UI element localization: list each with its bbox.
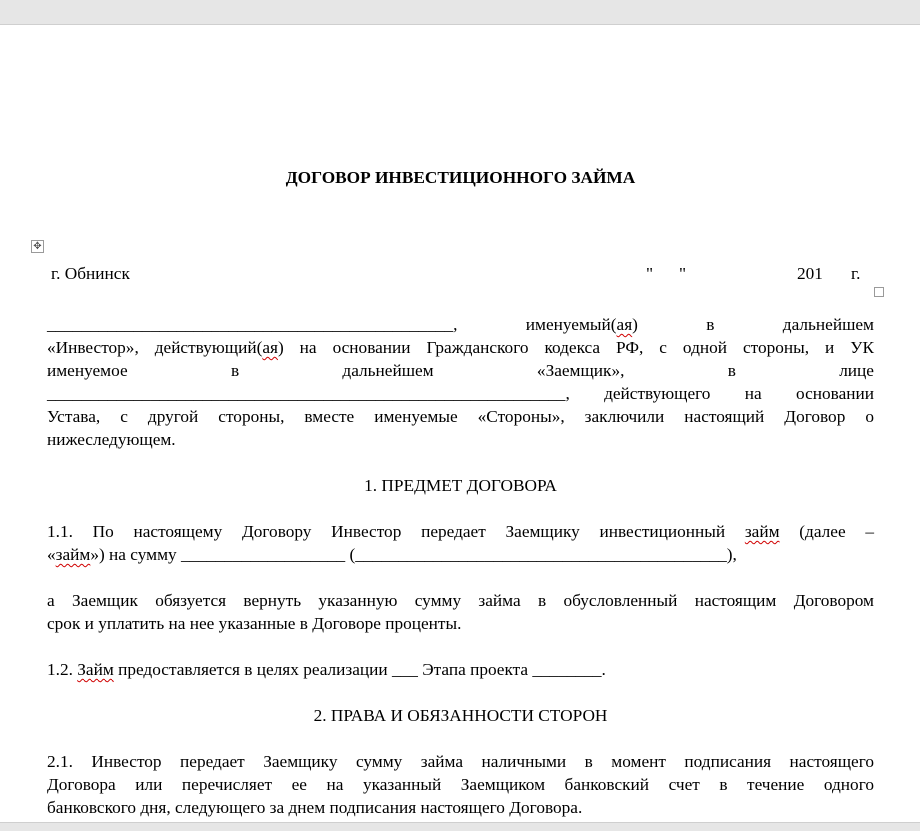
- text-run: 1.2.: [47, 660, 78, 679]
- city-label: г. Обнинск: [51, 264, 130, 283]
- clause-2-1-line-3: банковского дня, следующего за днем подписания настоящего Договора.: [47, 798, 583, 817]
- document-title: ДОГОВОР ИНВЕСТИЦИОННОГО ЗАЙМА: [285, 168, 636, 187]
- table-move-handle-icon[interactable]: ✥: [31, 240, 44, 253]
- preamble-line-6: нижеследующем.: [47, 430, 176, 449]
- text-run: именуемый(: [525, 315, 617, 334]
- editor-top-bar: [0, 0, 920, 25]
- table-resize-handle-icon[interactable]: [874, 287, 884, 297]
- date-quotes: " ": [646, 264, 687, 283]
- preamble-line-3: [47, 359, 874, 382]
- date-year: 201: [797, 264, 823, 283]
- section-1-heading: 1. ПРЕДМЕТ ДОГОВОРА: [364, 476, 557, 495]
- clause-2-1-line-1: 2.1. Инвестор передает Заемщику сумму займа наличными в момент подписания настоящего: [47, 752, 874, 771]
- section-2-heading: 2. ПРАВА И ОБЯЗАННОСТИ СТОРОН: [313, 706, 608, 725]
- text-run: в: [727, 361, 736, 380]
- investor-name-blank[interactable]: _______________________________________________,: [47, 315, 458, 334]
- text-run: именуемое: [47, 361, 128, 380]
- preamble-line-2: [47, 336, 874, 359]
- text-run: дальнейшем: [782, 315, 874, 334]
- spellcheck-flagged-word: займ: [744, 522, 780, 541]
- preamble-line-1: [47, 313, 874, 336]
- text-run: [526, 315, 638, 334]
- text-run: ») на сумму ___________________ (___________________________________________),: [90, 545, 737, 564]
- text-run: в: [230, 361, 240, 380]
- clause-1-1-cont-line-1: а Заемщик обязуется вернуть указанную сумму займа в обусловленный настоящим Договором: [47, 591, 874, 610]
- clause-1-1-line-2: [47, 543, 874, 566]
- text-run: лице: [839, 361, 874, 380]
- text-run: дальнейшем: [342, 361, 434, 380]
- document-page[interactable]: [0, 25, 920, 822]
- preamble-line-5: [47, 405, 874, 428]
- text-run: ) на основании Гражданского кодекса РФ, с одной стороны, и УК: [277, 338, 874, 357]
- preamble-line-4: [47, 382, 874, 405]
- clause-1-1-line-1: [47, 520, 874, 543]
- text-run: Устава, с другой стороны, вместе именуемые «Стороны», заключили настоящий Договор о: [47, 407, 874, 426]
- text-run: (далее –: [779, 522, 874, 541]
- text-run: «Инвестор», действующий(: [47, 338, 263, 357]
- text-run: «Заемщик»,: [536, 361, 625, 380]
- spellcheck-flagged-word: ая: [616, 315, 633, 334]
- clause-1-2: [47, 658, 874, 681]
- text-run: предоставляется в целях реализации ___ Этапа проекта ________.: [113, 660, 606, 679]
- spellcheck-flagged-word: Займ: [77, 660, 114, 679]
- spellcheck-flagged-word: займ: [55, 545, 91, 564]
- spellcheck-flagged-word: ая: [262, 338, 278, 357]
- text-run: в: [706, 315, 715, 334]
- text-run: 1.1. По настоящему Договору Инвестор передает Заемщику инвестиционный: [47, 522, 745, 541]
- text-run: ): [632, 315, 638, 334]
- clause-1-1-cont-line-2: срок и уплатить на нее указанные в Договоре проценты.: [47, 614, 462, 633]
- date-year-suffix: г.: [851, 264, 861, 283]
- clause-2-1-line-2: Договора или перечисляет ее на указанный Заемщиком банковский счет в течение одного: [47, 775, 874, 794]
- text-run: ____________________________________________________________, действующего на основании: [47, 384, 874, 403]
- text-run: «: [47, 545, 56, 564]
